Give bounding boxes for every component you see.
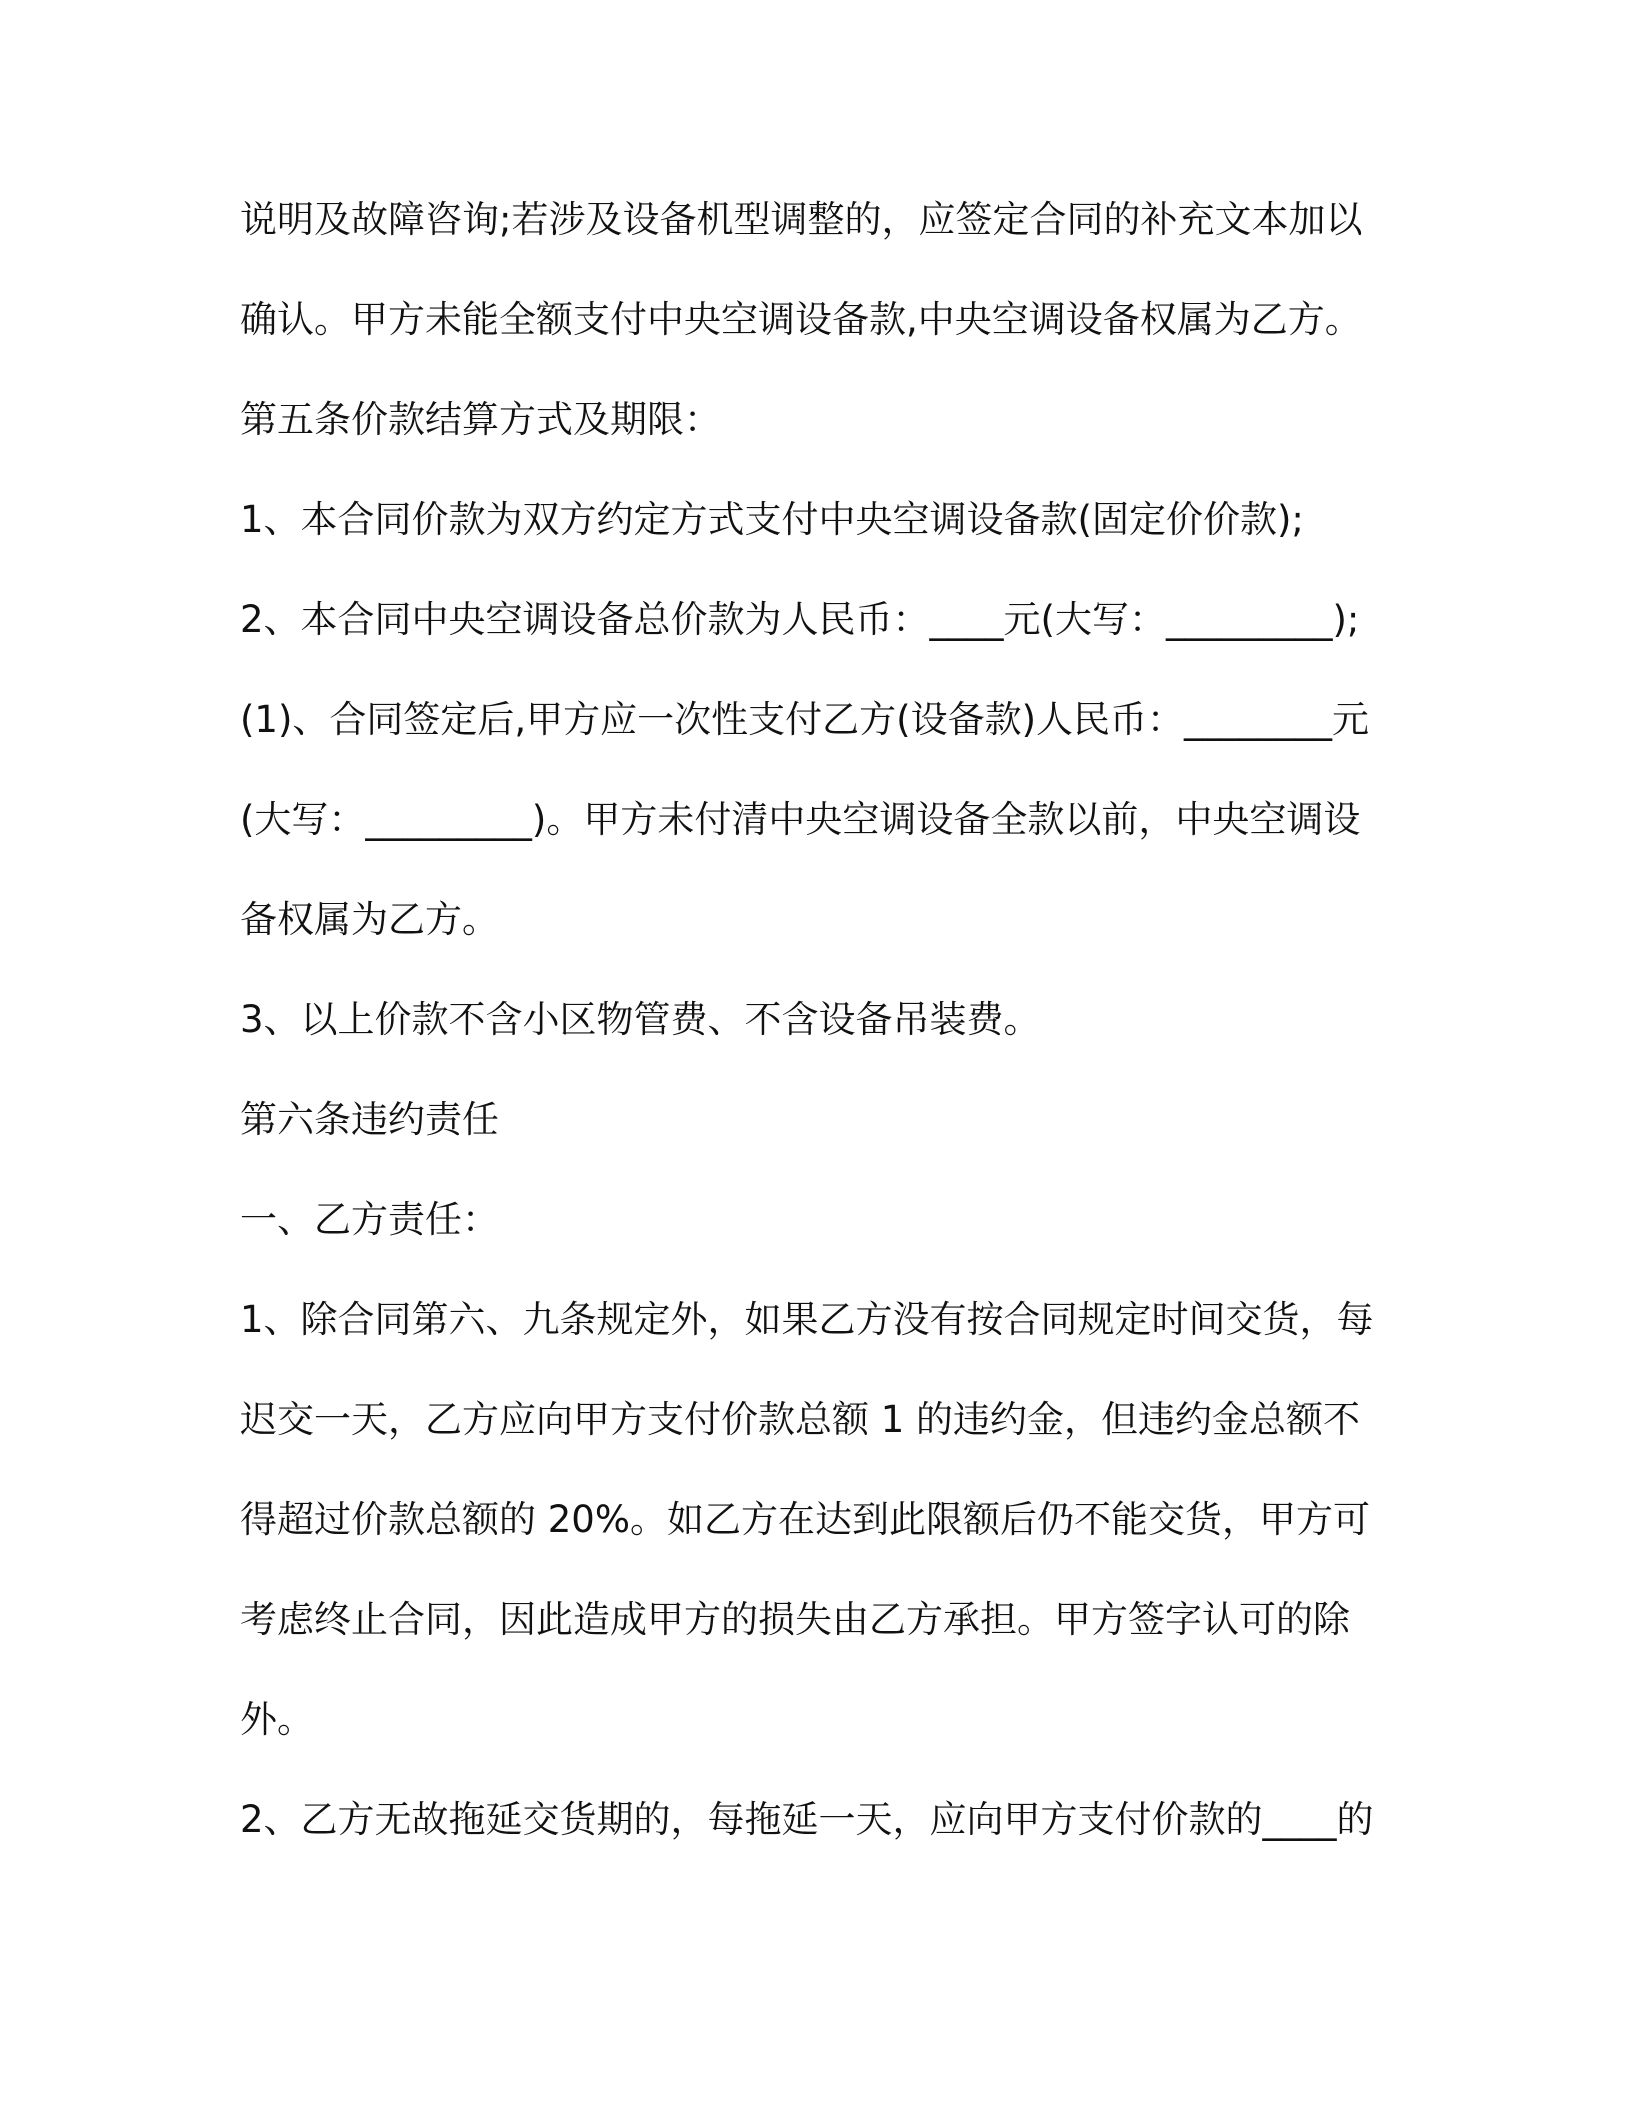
text-line: 考虑终止合同，因此造成甲方的损失由乙方承担。甲方签字认可的除 bbox=[240, 1598, 1350, 1641]
text-line: 确认。甲方未能全额支付中央空调设备款,中央空调设备权属为乙方。 bbox=[240, 298, 1362, 341]
text-line: (1)、合同签定后,甲方应一次性支付乙方(设备款)人民币：________元 bbox=[240, 698, 1370, 741]
text-line: 备权属为乙方。 bbox=[240, 898, 499, 941]
text-line: (大写：_________)。甲方未付清中央空调设备全款以前，中央空调设 bbox=[240, 798, 1361, 841]
section-heading: 第五条价款结算方式及期限： bbox=[240, 398, 721, 441]
subsection-heading: 一、乙方责任： bbox=[240, 1198, 499, 1241]
text-line: 得超过价款总额的 20%。如乙方在达到此限额后仍不能交货，甲方可 bbox=[240, 1498, 1370, 1541]
text-line: 外。 bbox=[240, 1698, 314, 1741]
text-line: 2、乙方无故拖延交货期的，每拖延一天，应向甲方支付价款的____的 bbox=[240, 1798, 1374, 1841]
text-line: 1、本合同价款为双方约定方式支付中央空调设备款(固定价价款); bbox=[240, 498, 1304, 541]
section-heading: 第六条违约责任 bbox=[240, 1098, 499, 1141]
text-line: 1、除合同第六、九条规定外，如果乙方没有按合同规定时间交货，每 bbox=[240, 1298, 1374, 1341]
text-line: 2、本合同中央空调设备总价款为人民币：____元(大写：_________); bbox=[240, 598, 1360, 641]
text-line: 说明及故障咨询;若涉及设备机型调整的，应签定合同的补充文本加以 bbox=[240, 198, 1363, 241]
text-line: 迟交一天，乙方应向甲方支付价款总额 1 的违约金，但违约金总额不 bbox=[240, 1398, 1361, 1441]
text-line: 3、以上价款不含小区物管费、不含设备吊装费。 bbox=[240, 998, 1041, 1041]
